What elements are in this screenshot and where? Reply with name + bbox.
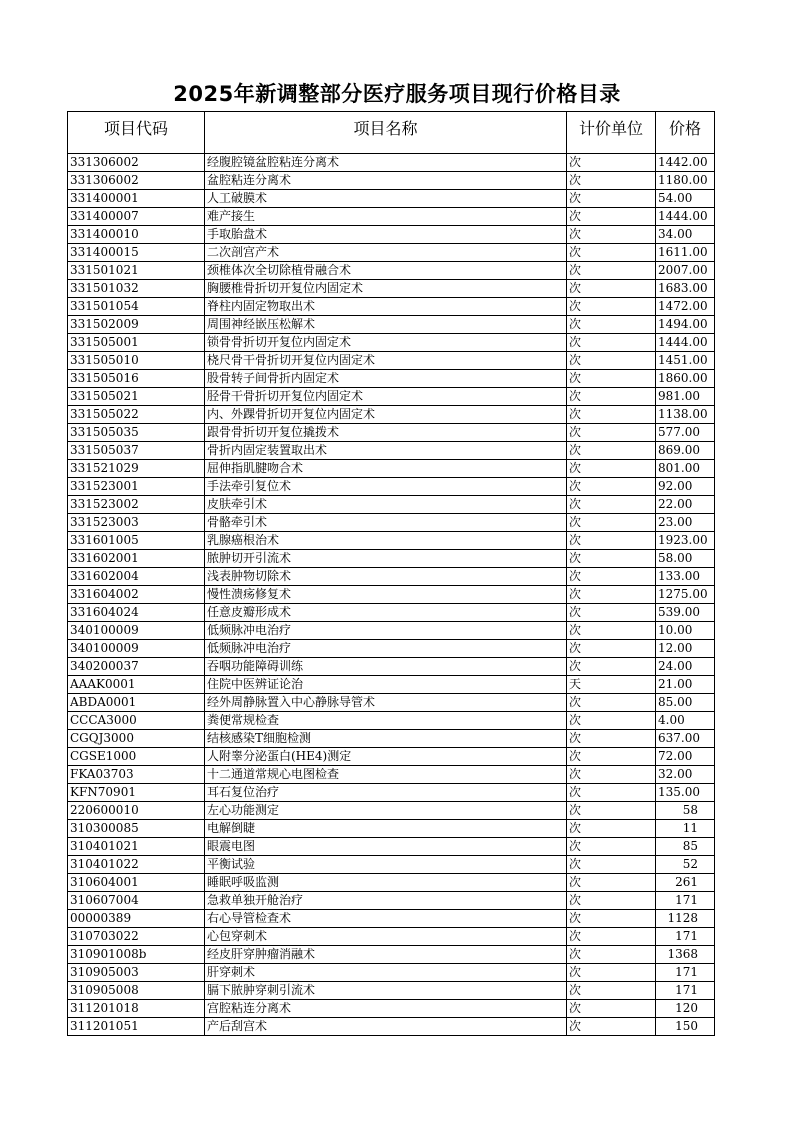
cell-name: 十二通道常规心电图检查: [205, 766, 567, 784]
cell-code: 310703022: [68, 928, 205, 946]
cell-price: 85.00: [656, 694, 715, 712]
table-row: [68, 604, 715, 622]
cell-code: 331306002: [68, 172, 205, 190]
cell-price: 32.00: [656, 766, 715, 784]
cell-unit: 次: [567, 298, 656, 316]
cell-price: 1472.00: [656, 298, 715, 316]
cell-price: 11: [656, 820, 715, 838]
cell-unit: 次: [567, 622, 656, 640]
cell-price: 21.00: [656, 676, 715, 694]
cell-name: 粪便常规检查: [205, 712, 567, 730]
cell-code: 331602004: [68, 568, 205, 586]
table-row: [68, 208, 715, 226]
cell-name: 任意皮瓣形成术: [205, 604, 567, 622]
cell-name: 颈椎体次全切除植骨融合术: [205, 262, 567, 280]
cell-unit: 次: [567, 1018, 656, 1036]
cell-code: 331523003: [68, 514, 205, 532]
cell-price: 1180.00: [656, 172, 715, 190]
cell-unit: 次: [567, 424, 656, 442]
cell-unit: 次: [567, 334, 656, 352]
cell-code: 331400010: [68, 226, 205, 244]
cell-name: 脓肿切开引流术: [205, 550, 567, 568]
table-row: [68, 316, 715, 334]
cell-price: 58.00: [656, 550, 715, 568]
cell-code: 310401021: [68, 838, 205, 856]
cell-name: 周围神经嵌压松解术: [205, 316, 567, 334]
cell-unit: 次: [567, 406, 656, 424]
table-row: [68, 982, 715, 1000]
cell-name: 宫腔粘连分离术: [205, 1000, 567, 1018]
cell-code: 331505001: [68, 334, 205, 352]
table-row: [68, 478, 715, 496]
cell-price: 58: [656, 802, 715, 820]
table-row: [68, 334, 715, 352]
cell-price: 577.00: [656, 424, 715, 442]
page-title: 2025年新调整部分医疗服务项目现行价格目录: [173, 82, 621, 106]
cell-code: 310604001: [68, 874, 205, 892]
cell-price: 1860.00: [656, 370, 715, 388]
cell-name: 人工破膜术: [205, 190, 567, 208]
cell-name: 肝穿刺术: [205, 964, 567, 982]
cell-price: 171: [656, 982, 715, 1000]
cell-code: CGQJ3000: [68, 730, 205, 748]
cell-unit: 次: [567, 892, 656, 910]
cell-price: 4.00: [656, 712, 715, 730]
cell-name: 睡眠呼吸监测: [205, 874, 567, 892]
cell-unit: 次: [567, 766, 656, 784]
cell-name: 桡尺骨干骨折切开复位内固定术: [205, 352, 567, 370]
cell-price: 34.00: [656, 226, 715, 244]
table-row: [68, 676, 715, 694]
cell-code: AAAK0001: [68, 676, 205, 694]
cell-name: 二次剖宫产术: [205, 244, 567, 262]
cell-name: 内、外踝骨折切开复位内固定术: [205, 406, 567, 424]
table-row: [68, 964, 715, 982]
cell-name: 手法牵引复位术: [205, 478, 567, 496]
cell-name: 结核感染T细胞检测: [205, 730, 567, 748]
cell-name: 耳石复位治疗: [205, 784, 567, 802]
cell-name: 锁骨骨折切开复位内固定术: [205, 334, 567, 352]
cell-code: 331505021: [68, 388, 205, 406]
cell-price: 1442.00: [656, 154, 715, 172]
table-row: [68, 856, 715, 874]
table-row: [68, 154, 715, 172]
cell-name: 胫骨干骨折切开复位内固定术: [205, 388, 567, 406]
cell-unit: 次: [567, 190, 656, 208]
cell-price: 1128: [656, 910, 715, 928]
cell-unit: 次: [567, 316, 656, 334]
cell-unit: 次: [567, 514, 656, 532]
cell-name: 胸腰椎骨折切开复位内固定术: [205, 280, 567, 298]
cell-unit: 次: [567, 280, 656, 298]
cell-name: 经腹腔镜盆腔粘连分离术: [205, 154, 567, 172]
cell-name: 心包穿刺术: [205, 928, 567, 946]
cell-code: 331523001: [68, 478, 205, 496]
cell-price: 1275.00: [656, 586, 715, 604]
cell-price: 1368: [656, 946, 715, 964]
cell-price: 12.00: [656, 640, 715, 658]
cell-price: 54.00: [656, 190, 715, 208]
cell-code: ABDA0001: [68, 694, 205, 712]
table-row: [68, 172, 715, 190]
cell-unit: 次: [567, 838, 656, 856]
cell-code: 331400015: [68, 244, 205, 262]
cell-name: 平衡试验: [205, 856, 567, 874]
cell-price: 22.00: [656, 496, 715, 514]
cell-name: 电解倒睫: [205, 820, 567, 838]
cell-unit: 次: [567, 712, 656, 730]
cell-name: 股骨转子间骨折内固定术: [205, 370, 567, 388]
cell-price: 1444.00: [656, 208, 715, 226]
cell-unit: 次: [567, 460, 656, 478]
cell-price: 52: [656, 856, 715, 874]
cell-code: 331505016: [68, 370, 205, 388]
cell-code: 331505035: [68, 424, 205, 442]
table-row: [68, 514, 715, 532]
column-header-price: 价格: [656, 112, 715, 154]
table-row: [68, 784, 715, 802]
cell-name: 脊柱内固定物取出术: [205, 298, 567, 316]
cell-unit: 次: [567, 532, 656, 550]
cell-price: 2007.00: [656, 262, 715, 280]
cell-code: 340100009: [68, 640, 205, 658]
column-header-name: 项目名称: [205, 112, 567, 154]
cell-code: 220600010: [68, 802, 205, 820]
cell-unit: 次: [567, 226, 656, 244]
cell-price: 171: [656, 964, 715, 982]
cell-code: 331523002: [68, 496, 205, 514]
table-row: [68, 190, 715, 208]
column-header-code: 项目代码: [68, 112, 205, 154]
cell-unit: 次: [567, 964, 656, 982]
table-row: [68, 748, 715, 766]
cell-price: 801.00: [656, 460, 715, 478]
cell-unit: 次: [567, 820, 656, 838]
cell-code: 331502009: [68, 316, 205, 334]
cell-name: 跟骨骨折切开复位撬拨术: [205, 424, 567, 442]
cell-name: 产后刮宫术: [205, 1018, 567, 1036]
cell-code: 331602001: [68, 550, 205, 568]
cell-code: 310901008b: [68, 946, 205, 964]
table-row: [68, 226, 715, 244]
cell-price: 85: [656, 838, 715, 856]
table-row: [68, 460, 715, 478]
cell-code: 331601005: [68, 532, 205, 550]
cell-unit: 次: [567, 658, 656, 676]
cell-code: KFN70901: [68, 784, 205, 802]
cell-code: 331501032: [68, 280, 205, 298]
cell-unit: 次: [567, 856, 656, 874]
cell-name: 骨骼牵引术: [205, 514, 567, 532]
cell-name: 骨折内固定装置取出术: [205, 442, 567, 460]
cell-price: 1683.00: [656, 280, 715, 298]
table-row: [68, 352, 715, 370]
cell-name: 难产接生: [205, 208, 567, 226]
cell-name: 住院中医辨证论治: [205, 676, 567, 694]
cell-code: 310607004: [68, 892, 205, 910]
table-row: [68, 1018, 715, 1036]
table-row: [68, 496, 715, 514]
cell-name: 皮肤牵引术: [205, 496, 567, 514]
cell-unit: 次: [567, 442, 656, 460]
cell-price: 10.00: [656, 622, 715, 640]
table-body: [68, 154, 715, 1036]
cell-unit: 次: [567, 946, 656, 964]
table-row: [68, 406, 715, 424]
cell-unit: 次: [567, 244, 656, 262]
cell-code: 340200037: [68, 658, 205, 676]
table-row: [68, 388, 715, 406]
cell-name: 乳腺癌根治术: [205, 532, 567, 550]
cell-name: 经皮肝穿肿瘤消融术: [205, 946, 567, 964]
cell-unit: 次: [567, 370, 656, 388]
cell-name: 吞咽功能障碍训练: [205, 658, 567, 676]
table-row: [68, 622, 715, 640]
cell-price: 539.00: [656, 604, 715, 622]
cell-code: 331604024: [68, 604, 205, 622]
table-row: [68, 262, 715, 280]
cell-unit: 次: [567, 262, 656, 280]
table-row: [68, 298, 715, 316]
cell-name: 经外周静脉置入中心静脉导管术: [205, 694, 567, 712]
cell-unit: 次: [567, 694, 656, 712]
cell-price: 1611.00: [656, 244, 715, 262]
cell-price: 261: [656, 874, 715, 892]
cell-price: 981.00: [656, 388, 715, 406]
cell-unit: 次: [567, 478, 656, 496]
cell-code: 331501021: [68, 262, 205, 280]
cell-code: FKA03703: [68, 766, 205, 784]
cell-code: 331505010: [68, 352, 205, 370]
cell-code: 331400007: [68, 208, 205, 226]
cell-unit: 次: [567, 604, 656, 622]
cell-price: 1138.00: [656, 406, 715, 424]
cell-name: 慢性溃疡修复术: [205, 586, 567, 604]
table-row: [68, 820, 715, 838]
cell-name: 盆腔粘连分离术: [205, 172, 567, 190]
cell-unit: 天: [567, 676, 656, 694]
cell-name: 屈伸指肌腱吻合术: [205, 460, 567, 478]
cell-name: 左心功能测定: [205, 802, 567, 820]
cell-code: 331501054: [68, 298, 205, 316]
cell-price: 1451.00: [656, 352, 715, 370]
table-row: [68, 244, 715, 262]
cell-unit: 次: [567, 550, 656, 568]
cell-unit: 次: [567, 874, 656, 892]
table-row: [68, 442, 715, 460]
table-row: [68, 910, 715, 928]
cell-unit: 次: [567, 784, 656, 802]
cell-price: 23.00: [656, 514, 715, 532]
table-row: [68, 640, 715, 658]
cell-price: 171: [656, 892, 715, 910]
cell-code: 331306002: [68, 154, 205, 172]
table-row: [68, 766, 715, 784]
price-table: [67, 111, 715, 1036]
cell-unit: 次: [567, 982, 656, 1000]
cell-code: 311201051: [68, 1018, 205, 1036]
cell-name: 急救单独开舱治疗: [205, 892, 567, 910]
cell-name: 眼震电图: [205, 838, 567, 856]
table-row: [68, 730, 715, 748]
table-row: [68, 892, 715, 910]
cell-unit: 次: [567, 586, 656, 604]
cell-unit: 次: [567, 496, 656, 514]
cell-code: 311201018: [68, 1000, 205, 1018]
cell-price: 133.00: [656, 568, 715, 586]
cell-code: 331505022: [68, 406, 205, 424]
table-row: [68, 280, 715, 298]
table-row: [68, 712, 715, 730]
cell-name: 低频脉冲电治疗: [205, 622, 567, 640]
table-row: [68, 424, 715, 442]
table-row: [68, 874, 715, 892]
cell-unit: 次: [567, 640, 656, 658]
cell-price: 1923.00: [656, 532, 715, 550]
cell-unit: 次: [567, 928, 656, 946]
cell-code: 310401022: [68, 856, 205, 874]
table-row: [68, 838, 715, 856]
cell-unit: 次: [567, 910, 656, 928]
cell-code: CGSE1000: [68, 748, 205, 766]
table-row: [68, 586, 715, 604]
cell-name: 膈下脓肿穿刺引流术: [205, 982, 567, 1000]
table-header: [68, 112, 715, 154]
cell-unit: 次: [567, 208, 656, 226]
cell-unit: 次: [567, 388, 656, 406]
table-row: [68, 550, 715, 568]
cell-name: 人附睾分泌蛋白(HE4)测定: [205, 748, 567, 766]
table-row: [68, 946, 715, 964]
table-row: [68, 802, 715, 820]
cell-code: 331521029: [68, 460, 205, 478]
cell-price: 150: [656, 1018, 715, 1036]
cell-price: 1494.00: [656, 316, 715, 334]
table-row: [68, 370, 715, 388]
table-row: [68, 694, 715, 712]
cell-price: 637.00: [656, 730, 715, 748]
cell-code: 310300085: [68, 820, 205, 838]
cell-code: 310905003: [68, 964, 205, 982]
cell-price: 135.00: [656, 784, 715, 802]
cell-unit: 次: [567, 352, 656, 370]
table-row: [68, 568, 715, 586]
cell-price: 24.00: [656, 658, 715, 676]
cell-code: 340100009: [68, 622, 205, 640]
cell-code: CCCA3000: [68, 712, 205, 730]
cell-name: 手取胎盘术: [205, 226, 567, 244]
cell-price: 72.00: [656, 748, 715, 766]
table-row: [68, 1000, 715, 1018]
cell-price: 92.00: [656, 478, 715, 496]
cell-price: 171: [656, 928, 715, 946]
table-row: [68, 658, 715, 676]
cell-code: 331400001: [68, 190, 205, 208]
cell-price: 120: [656, 1000, 715, 1018]
cell-code: 331604002: [68, 586, 205, 604]
cell-code: 00000389: [68, 910, 205, 928]
cell-name: 浅表肿物切除术: [205, 568, 567, 586]
cell-unit: 次: [567, 730, 656, 748]
cell-price: 869.00: [656, 442, 715, 460]
cell-price: 1444.00: [656, 334, 715, 352]
column-header-unit: 计价单位: [567, 112, 656, 154]
cell-unit: 次: [567, 1000, 656, 1018]
cell-unit: 次: [567, 748, 656, 766]
cell-unit: 次: [567, 802, 656, 820]
cell-unit: 次: [567, 568, 656, 586]
table-row: [68, 928, 715, 946]
cell-name: 右心导管检查术: [205, 910, 567, 928]
cell-unit: 次: [567, 154, 656, 172]
cell-code: 331505037: [68, 442, 205, 460]
cell-unit: 次: [567, 172, 656, 190]
cell-code: 310905008: [68, 982, 205, 1000]
table-row: [68, 532, 715, 550]
cell-name: 低频脉冲电治疗: [205, 640, 567, 658]
